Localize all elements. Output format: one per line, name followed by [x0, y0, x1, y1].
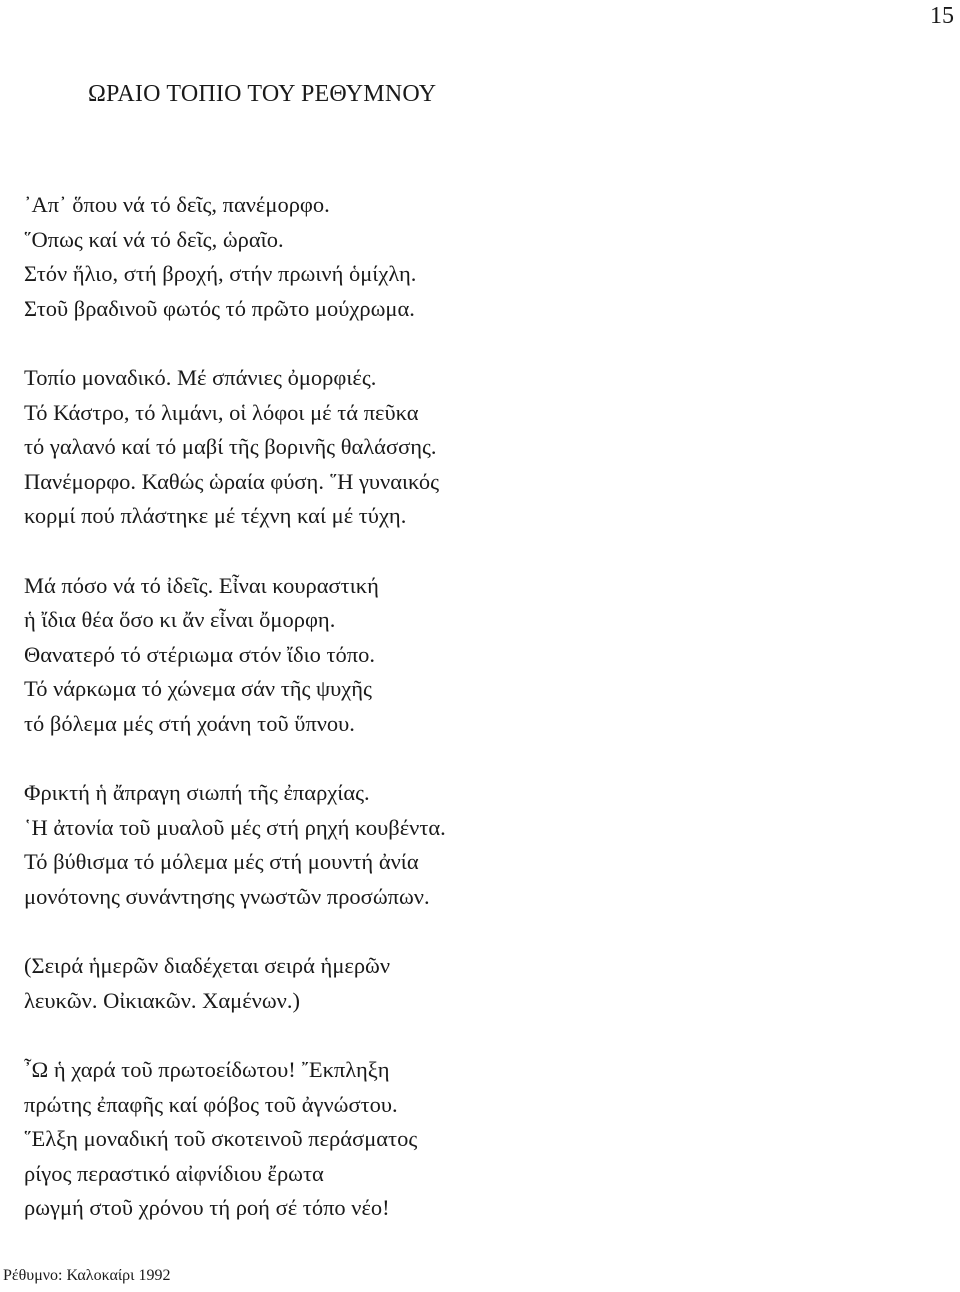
verse-line: Στόν ἥλιο, στή βροχή, στήν πρωινή ὁμίχλη. [24, 261, 417, 286]
verse-line: ῏Ω ἡ χαρά τοῦ πρωτοείδωτου! ῎Εκπληξη [24, 1057, 390, 1082]
verse-line: Τό νάρκωμα τό χώνεμα σάν τῆς ψυχῆς [24, 676, 372, 701]
stanza-1 [24, 188, 924, 326]
verse-line: ρωγμή στοῦ χρόνου τή ροή σέ τόπο νέο! [24, 1195, 390, 1220]
stanza-6 [24, 1053, 924, 1226]
stanza-4 [24, 776, 924, 914]
verse-line: κορμί πού πλάστηκε μέ τέχνη καί μέ τύχη. [24, 503, 407, 528]
poem-body [24, 188, 924, 1226]
page-number: 15 [930, 3, 954, 29]
verse-line: Τό Κάστρο, τό λιμάνι, οἱ λόφοι μέ τά πεῦκα [24, 399, 419, 425]
verse-line: ῾Η ἀτονία τοῦ μυαλοῦ μές στή ρηχή κουβέντα. [24, 814, 446, 840]
verse-line: (Σειρά ἡμερῶν διαδέχεται σειρά ἡμερῶν [24, 953, 391, 978]
verse-line: Τό βύθισμα τό μόλεμα μές στή μουντή ἀνία [24, 849, 419, 874]
verse-line: Φρικτή ἡ ἄπραγη σιωπή τῆς ἐπαρχίας. [24, 780, 370, 805]
verse-line: Στοῦ βραδινοῦ φωτός τό πρῶτο μούχρωμα. [24, 295, 415, 321]
verse-line: ῞Οπως καί νά τό δεῖς, ὡραῖο. [24, 226, 284, 252]
verse-line: Πανέμορφο. Καθώς ὡραία φύση. ῞Η γυναικός [24, 468, 440, 494]
verse-line: λευκῶν. Οἰκιακῶν. Χαμένων.) [24, 987, 300, 1013]
stanza-5 [24, 949, 924, 1018]
verse-line: ρίγος περαστικό αἰφνίδιου ἔρωτα [24, 1160, 324, 1186]
verse-line: ἡ ἴδια θέα ὅσο κι ἄν εἶναι ὄμορφη. [24, 607, 336, 632]
verse-line: ῞Ελξη μοναδική τοῦ σκοτεινοῦ περάσματος [24, 1126, 418, 1151]
verse-line: μονότονης συνάντησης γνωστῶν προσώπων. [24, 883, 430, 909]
verse-line: ᾿Απ᾿ ὅπου νά τό δεῖς, πανέμορφο. [24, 192, 330, 217]
stanza-2 [24, 361, 924, 534]
verse-line: τό βόλεμα μές στή χοάνη τοῦ ὕπνου. [24, 710, 355, 736]
verse-line: Μά πόσο νά τό ἰδεῖς. Εἶναι κουραστική [24, 572, 379, 598]
verse-line: Τοπίο μοναδικό. Μέ σπάνιες ὀμορφιές. [24, 365, 377, 390]
stanza-3 [24, 569, 924, 742]
poem-title: ΩΡΑΙΟ ΤΟΠΙΟ ΤΟΥ ΡΕΘΥΜΝΟΥ [88, 81, 437, 107]
verse-line: πρώτης ἐπαφῆς καί φόβος τοῦ ἀγνώστου. [24, 1091, 398, 1117]
colophon: Ρέθυμνο: Καλοκαίρι 1992 [3, 1267, 171, 1284]
verse-line: τό γαλανό καί τό μαβί τῆς βορινῆς θαλάσσης. [24, 434, 437, 459]
verse-line: Θανατερό τό στέριωμα στόν ἴδιο τόπο. [24, 641, 376, 667]
